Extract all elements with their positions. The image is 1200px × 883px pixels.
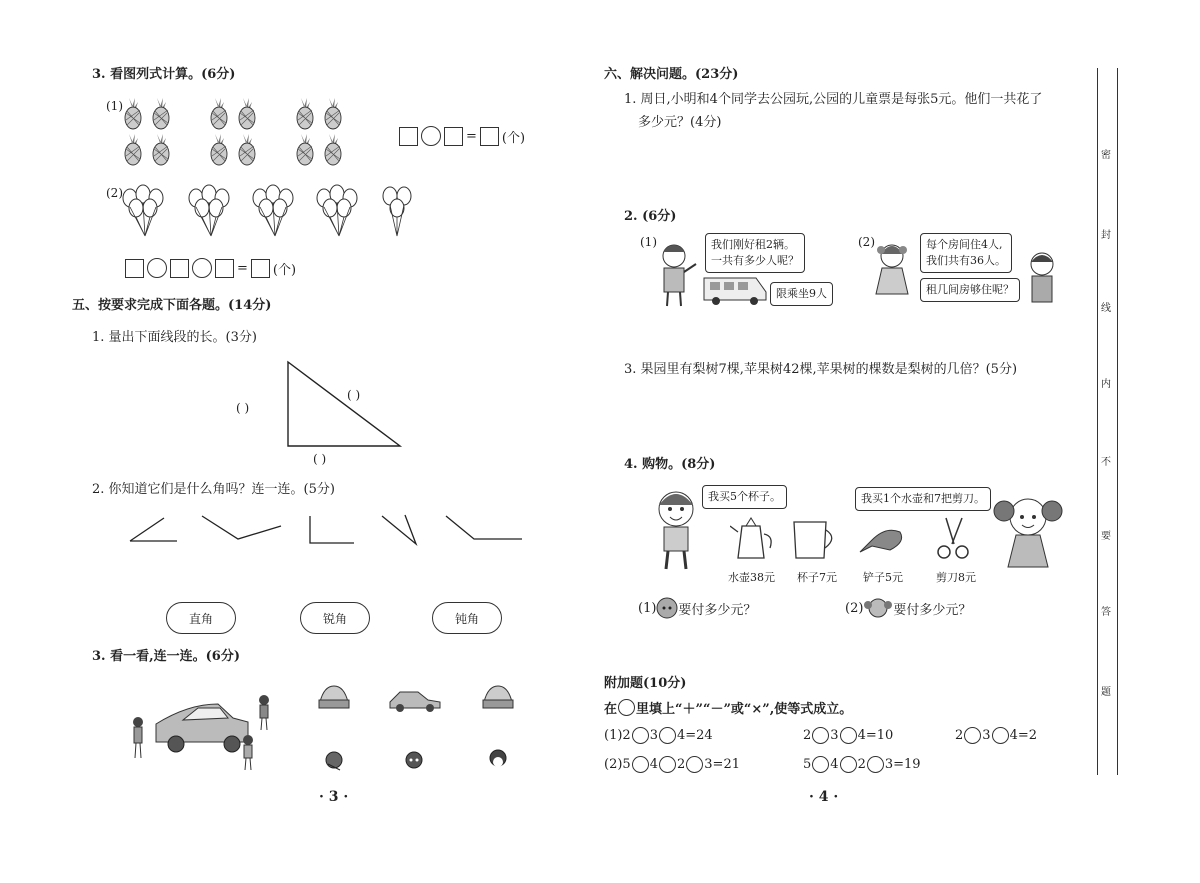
section-5-question-2: 2. 你知道它们是什么角吗？连一连。(5分) [92, 482, 335, 497]
boy-face-icon [656, 597, 678, 619]
shopping-girl-illustration [990, 487, 1066, 573]
section-6-title: 六、解决问题。(23分) [604, 67, 739, 82]
binding-char-1: 密 [1101, 150, 1111, 161]
length-blank-bottom[interactable]: ( ) [313, 452, 327, 466]
question-3-title: 3. 看图列式计算。(6分) [92, 67, 236, 82]
page-number-right: · 4 · [809, 789, 839, 805]
bonus-title: 附加题(10分) [604, 676, 687, 691]
operator-circle[interactable] [659, 756, 676, 773]
q2-part-2-label: (2) [858, 235, 875, 249]
q4-subquestion-2 [845, 597, 971, 619]
equation-2 [125, 258, 296, 278]
girl-illustration [872, 240, 922, 306]
operator-circle[interactable] [840, 756, 857, 773]
operator-circle[interactable] [192, 258, 212, 278]
q4-subquestion-1 [638, 597, 756, 619]
item-price-shovel: 铲子5元 [863, 571, 903, 584]
operator-circle[interactable] [147, 258, 167, 278]
binding-char-6: 要 [1101, 531, 1111, 542]
bonus-equation-1: (1) 2 3 4 =24 [604, 728, 713, 743]
binding-char-5: 不 [1101, 457, 1111, 468]
operator-circle[interactable] [992, 727, 1009, 744]
binding-char-2: 封 [1101, 230, 1111, 241]
bonus-equation-3: 2 3 4 =2 [955, 728, 1038, 743]
section-5-question-3: 3. 看一看,连一连。(6分) [92, 649, 240, 664]
balloon-illustration [118, 184, 418, 240]
answer-box[interactable] [125, 259, 144, 278]
operator-circle[interactable] [840, 727, 857, 744]
binding-line-right [1117, 68, 1118, 775]
section-6-q2-title: 2. (6分) [624, 209, 677, 224]
boy-speech-bubble: 我买5个杯子。 [702, 485, 787, 509]
binding-line-left [1097, 68, 1098, 775]
minibus-illustration [700, 272, 770, 308]
section-6-q1-line1: 1. 周日,小明和4个同学去公园玩,公园的儿童票是每张5元。他们一共花了 [624, 92, 1043, 107]
operator-circle-icon [618, 699, 635, 716]
q2-p1-speech-bubble: 我们刚好租2辆。 一共有多少人呢？ [705, 233, 805, 273]
answer-box[interactable] [399, 127, 418, 146]
bonus-instruction: 在 里填上“＋”“－”或“×”,使等式成立。 [604, 698, 852, 717]
operator-circle[interactable] [632, 727, 649, 744]
angle-label-acute[interactable]: 锐角 [300, 602, 370, 634]
operator-circle[interactable] [659, 727, 676, 744]
item-price-scissors: 剪刀8元 [936, 571, 976, 584]
shop-items-illustration [730, 512, 980, 564]
binding-char-4: 内 [1101, 379, 1111, 390]
angle-label-obtuse[interactable]: 钝角 [432, 602, 502, 634]
girl-speech-bubble: 我买1个水壶和7把剪刀。 [855, 487, 991, 511]
operator-circle[interactable] [867, 756, 884, 773]
part-1-label: (1) [106, 99, 123, 113]
section-5-title: 五、按要求完成下面各题。(14分) [72, 298, 272, 313]
item-price-cup: 杯子7元 [797, 571, 837, 584]
operator-circle[interactable] [812, 756, 829, 773]
sub-1-label: (1) [638, 600, 657, 616]
sub-2-label: (2) [845, 600, 864, 616]
binding-char-3: 线 [1101, 303, 1111, 314]
section-5-question-1: 1. 量出下面线段的长。(3分) [92, 330, 257, 345]
operator-circle[interactable] [421, 126, 441, 146]
car-observation-illustration [128, 680, 528, 775]
answer-box[interactable] [444, 127, 463, 146]
q2-p2-question-bubble: 租几间房够住呢？ [920, 278, 1020, 302]
unit-label: (个) [272, 262, 297, 278]
operator-circle[interactable] [812, 727, 829, 744]
sub-2-text: 要付多少元？ [893, 602, 972, 618]
sub-1-text: 要付多少元？ [678, 602, 757, 618]
length-blank-left[interactable]: ( ) [236, 401, 250, 415]
answer-box[interactable] [480, 127, 499, 146]
bonus-equation-4: (2) 5 4 2 3 =21 [604, 757, 740, 772]
bonus-equation-5: 5 4 2 3 =19 [803, 757, 921, 772]
binding-char-8: 题 [1101, 687, 1111, 698]
answer-box[interactable] [251, 259, 270, 278]
angle-label-right[interactable]: 直角 [166, 602, 236, 634]
unit-label: (个) [501, 130, 526, 146]
boy-2-illustration [1020, 250, 1066, 308]
section-6-q3: 3. 果园里有梨树7棵,苹果树42棵,苹果树的棵数是梨树的几倍？(5分) [624, 362, 1018, 377]
equals-sign: = [237, 260, 248, 276]
item-price-kettle: 水壶38元 [728, 571, 775, 584]
answer-box[interactable] [215, 259, 234, 278]
binding-char-7: 答 [1101, 607, 1111, 618]
operator-circle[interactable] [686, 756, 703, 773]
answer-box[interactable] [170, 259, 189, 278]
right-triangle-figure [286, 360, 404, 450]
page-number-left: · 3 · [319, 789, 349, 805]
q2-part-1-label: (1) [640, 235, 657, 249]
equals-sign: = [466, 128, 477, 144]
shopping-boy-illustration [650, 485, 710, 573]
bonus-equation-2: 2 3 4 =10 [803, 728, 894, 743]
equation-1 [399, 126, 525, 146]
angle-figures [124, 508, 534, 550]
operator-circle[interactable] [632, 756, 649, 773]
girl-face-icon [863, 597, 893, 619]
section-6-q4-title: 4. 购物。(8分) [624, 457, 716, 472]
operator-circle[interactable] [964, 727, 981, 744]
pineapple-illustration [118, 96, 368, 172]
q2-p2-speech-bubble: 每个房间住4人, 我们共有36人。 [920, 233, 1012, 273]
part-2-label: (2) [106, 186, 123, 200]
bus-capacity-label: 限乘坐9人 [770, 282, 833, 306]
section-6-q1-line2: 多少元？(4分) [638, 115, 722, 130]
length-blank-hypotenuse[interactable]: ( ) [347, 388, 361, 402]
